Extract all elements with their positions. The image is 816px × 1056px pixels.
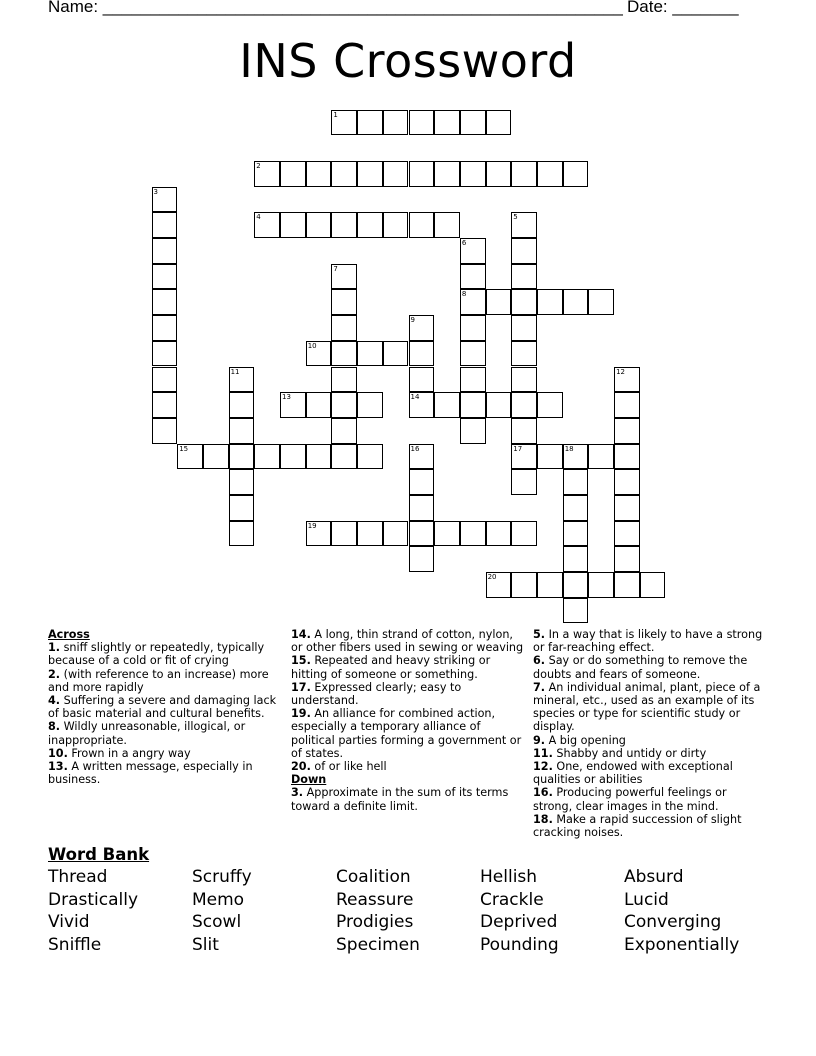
clue: [291, 681, 527, 707]
clue-number: 17.: [291, 680, 311, 694]
grid-cell[interactable]: [434, 161, 460, 187]
clue: [291, 786, 527, 812]
grid-cell[interactable]: [357, 521, 383, 547]
clue-number: 14: [410, 393, 420, 402]
grid-cell[interactable]: [383, 161, 409, 187]
word-bank-word: Pounding: [480, 935, 559, 955]
clue: [291, 654, 527, 680]
clue-text: Wildly unreasonable, illogical, or inappropriate.: [48, 720, 246, 747]
clue: [533, 813, 769, 839]
grid-cell[interactable]: [409, 495, 435, 521]
clue-number: 2: [256, 161, 261, 170]
grid-cell[interactable]: [357, 341, 383, 367]
clue-number: 15: [179, 444, 189, 453]
word-bank-word: Slit: [192, 935, 219, 955]
grid-cell[interactable]: [460, 521, 486, 547]
grid-cell[interactable]: [537, 161, 563, 187]
clue-number: 16: [410, 444, 420, 453]
grid-cell[interactable]: [331, 392, 357, 418]
clue-number: 18.: [533, 812, 553, 826]
grid-cell[interactable]: [563, 495, 589, 521]
grid-cell[interactable]: [331, 110, 357, 136]
clue-text: Suffering a severe and damaging lack of basic material and cultural benefits.: [48, 694, 277, 721]
word-bank-word: Reassure: [336, 890, 414, 910]
word-bank-word: Coalition: [336, 867, 411, 887]
grid-cell[interactable]: [152, 187, 178, 213]
clue: [533, 760, 769, 786]
grid-cell[interactable]: [434, 521, 460, 547]
word-bank-word: Hellish: [480, 867, 538, 887]
clue: [291, 628, 527, 654]
grid-cell[interactable]: [588, 444, 614, 470]
grid-cell[interactable]: [331, 289, 357, 315]
grid-cell[interactable]: [229, 495, 255, 521]
grid-cell[interactable]: [460, 110, 486, 136]
grid-cell[interactable]: [511, 315, 537, 341]
word-bank-word: Lucid: [624, 890, 669, 910]
grid-cell[interactable]: [152, 315, 178, 341]
grid-cell[interactable]: [486, 161, 512, 187]
word-bank-word: Memo: [192, 890, 245, 910]
clue-number: 11: [230, 367, 240, 376]
grid-cell[interactable]: [511, 238, 537, 264]
clue: [48, 760, 278, 786]
clue: [533, 734, 769, 747]
grid-cell[interactable]: [614, 469, 640, 495]
word-bank-word: Prodigies: [336, 912, 414, 932]
grid-cell[interactable]: [511, 289, 537, 315]
clue-text: Repeated and heavy striking or hitting of someone or something.: [291, 654, 491, 681]
grid-cell[interactable]: [306, 341, 332, 367]
grid-cell[interactable]: [280, 212, 306, 238]
grid-cell[interactable]: [357, 212, 383, 238]
grid-cell[interactable]: [152, 212, 178, 238]
grid-cell[interactable]: [511, 444, 537, 470]
grid-cell[interactable]: [537, 289, 563, 315]
grid-cell[interactable]: [306, 392, 332, 418]
clue-number: 19: [307, 521, 317, 530]
clue: [48, 720, 278, 746]
grid-cell[interactable]: [409, 341, 435, 367]
clue-text: An individual animal, plant, piece of a mineral, etc., used as an example of its species or type for scientific study or display.: [533, 680, 761, 734]
word-bank-word: Vivid: [48, 912, 90, 932]
grid-cell[interactable]: [511, 521, 537, 547]
clue-number: 6.: [533, 654, 546, 668]
word-bank-word: Drastically: [48, 890, 139, 910]
grid-cell[interactable]: [460, 392, 486, 418]
grid-cell[interactable]: [614, 546, 640, 572]
clue: [48, 747, 278, 760]
clue-number: 10.: [48, 746, 68, 760]
clue-number: 7: [333, 264, 338, 273]
clue: [533, 681, 769, 734]
clue-number: 20.: [291, 760, 311, 774]
grid-cell[interactable]: [614, 418, 640, 444]
clue-number: 11.: [533, 746, 553, 760]
grid-cell[interactable]: [434, 392, 460, 418]
grid-cell[interactable]: [460, 315, 486, 341]
clue-number: 1: [333, 110, 338, 119]
clue-text: In a way that is likely to have a strong or far-reaching effect.: [533, 628, 763, 655]
grid-cell[interactable]: [331, 212, 357, 238]
clue-number: 17: [513, 444, 523, 453]
grid-cell[interactable]: [409, 110, 435, 136]
grid-cell[interactable]: [511, 341, 537, 367]
clue-number: 9.: [533, 733, 546, 747]
clue: [533, 786, 769, 812]
grid-cell[interactable]: [152, 341, 178, 367]
grid-cell[interactable]: [588, 572, 614, 598]
grid-cell[interactable]: [409, 212, 435, 238]
clue-text: Shabby and untidy or dirty: [552, 746, 707, 760]
grid-cell[interactable]: [511, 469, 537, 495]
word-bank-word: Specimen: [336, 935, 420, 955]
clue-text: Producing powerful feelings or strong, clear images in the mind.: [533, 786, 727, 813]
clue-text: An alliance for combined action, especially a temporary alliance of political parties forming a government or of states.: [291, 707, 522, 760]
clue-text: sniff slightly or repeatedly, typically because of a cold or fit of crying: [48, 641, 265, 668]
clue: [533, 747, 769, 760]
clue-number: 12: [616, 367, 626, 376]
clue-text: A written message, especially in business.: [48, 760, 253, 787]
clue-text: A big opening: [545, 733, 626, 747]
grid-cell[interactable]: [434, 110, 460, 136]
grid-cell[interactable]: [229, 521, 255, 547]
word-bank-title: Word Bank: [48, 845, 150, 864]
grid-cell[interactable]: [511, 161, 537, 187]
grid-cell[interactable]: [434, 212, 460, 238]
clue-text: Make a rapid succession of slight cracking noises.: [533, 812, 742, 840]
grid-cell[interactable]: [357, 444, 383, 470]
clue: [533, 654, 769, 680]
grid-cell[interactable]: [357, 392, 383, 418]
clue-number: 1.: [48, 641, 61, 655]
grid-cell[interactable]: [280, 392, 306, 418]
word-bank-word: Absurd: [624, 867, 684, 887]
word-bank-word: Deprived: [480, 912, 558, 932]
grid-cell[interactable]: [614, 392, 640, 418]
grid-cell[interactable]: [614, 521, 640, 547]
grid-cell[interactable]: [229, 392, 255, 418]
clue-number: 19.: [291, 707, 311, 721]
grid-cell[interactable]: [460, 341, 486, 367]
clue-number: 8: [461, 290, 467, 299]
word-bank-word: Scruffy: [192, 867, 252, 887]
grid-cell[interactable]: [306, 161, 332, 187]
word-bank-word: Thread: [48, 867, 108, 887]
word-bank-word: Converging: [624, 912, 722, 932]
clues-column-3: [533, 628, 769, 839]
grid-cell[interactable]: [331, 367, 357, 393]
clue-text: Say or do something to remove the doubts and fears of someone.: [533, 654, 748, 681]
word-bank-word: Sniffle: [48, 935, 102, 955]
grid-cell[interactable]: [537, 392, 563, 418]
grid-cell[interactable]: [640, 572, 666, 598]
grid-cell[interactable]: [409, 315, 435, 341]
clue-number: 9: [410, 316, 415, 325]
clue-number: 13: [282, 393, 291, 402]
clue-text: Expressed clearly; easy to understand.: [291, 680, 462, 708]
grid-cell[interactable]: [254, 444, 280, 470]
grid-cell[interactable]: [460, 238, 486, 264]
grid-cell[interactable]: [357, 161, 383, 187]
grid-cell[interactable]: [383, 212, 409, 238]
grid-cell[interactable]: [152, 367, 178, 393]
clue-number: 10: [307, 341, 317, 350]
clue-number: 2.: [48, 667, 61, 681]
grid-cell[interactable]: [331, 418, 357, 444]
grid-cell[interactable]: [152, 392, 178, 418]
grid-cell[interactable]: [563, 161, 589, 187]
clue-section-heading: Down: [291, 773, 327, 787]
grid-cell[interactable]: [331, 444, 357, 470]
grid-cell[interactable]: [409, 392, 435, 418]
grid-cell[interactable]: [331, 315, 357, 341]
clue-number: 3.: [291, 786, 304, 800]
clue-text: (with reference to an increase) more and more rapidly: [48, 667, 269, 694]
clues-column-1: [48, 628, 278, 786]
grid-cell[interactable]: [486, 572, 512, 598]
grid-cell[interactable]: [229, 469, 255, 495]
clue-number: 15.: [291, 654, 311, 668]
clue-section-heading: Across: [48, 628, 90, 641]
grid-cell[interactable]: [563, 598, 589, 624]
clue-number: 12.: [533, 760, 553, 774]
grid-cell[interactable]: [614, 367, 640, 393]
clue: [291, 760, 527, 773]
grid-cell[interactable]: [614, 444, 640, 470]
clue-number: 5.: [533, 628, 546, 641]
grid-cell[interactable]: [409, 521, 435, 547]
grid-cell[interactable]: [331, 264, 357, 290]
clue: [48, 694, 278, 720]
grid-cell[interactable]: [563, 572, 589, 598]
clue-text: Frown in a angry way: [67, 746, 191, 760]
grid-cell[interactable]: [511, 367, 537, 393]
grid-cell[interactable]: [537, 572, 563, 598]
grid-cell[interactable]: [486, 521, 512, 547]
grid-cell[interactable]: [280, 444, 306, 470]
clue-number: 3: [153, 187, 158, 196]
grid-cell[interactable]: [357, 110, 383, 136]
grid-cell[interactable]: [280, 161, 306, 187]
grid-cell[interactable]: [563, 289, 589, 315]
grid-cell[interactable]: [511, 418, 537, 444]
grid-cell[interactable]: [331, 161, 357, 187]
clue-number: 4: [256, 213, 261, 222]
grid-cell[interactable]: [409, 444, 435, 470]
grid-cell[interactable]: [203, 444, 229, 470]
grid-cell[interactable]: [588, 289, 614, 315]
grid-cell[interactable]: [460, 367, 486, 393]
grid-cell[interactable]: [486, 392, 512, 418]
clue-number: 14.: [291, 628, 311, 641]
clues-column-2: [291, 628, 527, 813]
grid-cell[interactable]: [511, 572, 537, 598]
grid-cell[interactable]: [152, 418, 178, 444]
grid-cell[interactable]: [460, 418, 486, 444]
grid-cell[interactable]: [460, 161, 486, 187]
grid-cell[interactable]: [563, 521, 589, 547]
date-line: Date: _______: [627, 0, 739, 16]
grid-cell[interactable]: [152, 264, 178, 290]
grid-cell[interactable]: [229, 418, 255, 444]
grid-cell[interactable]: [486, 289, 512, 315]
grid-cell[interactable]: [331, 341, 357, 367]
grid-cell[interactable]: [511, 264, 537, 290]
clue-number: 6: [461, 239, 467, 247]
clue-number: 18: [564, 444, 574, 453]
grid-cell[interactable]: [409, 469, 435, 495]
clue-number: 8.: [48, 720, 61, 734]
clue-number: 7.: [533, 680, 546, 694]
grid-cell[interactable]: [306, 212, 332, 238]
name-line: Name: _______________________________________________________: [48, 0, 623, 16]
grid-cell[interactable]: [409, 161, 435, 187]
clue: [48, 641, 278, 667]
grid-cell[interactable]: [254, 212, 280, 238]
clue: [533, 628, 769, 654]
clue-text: of or like hell: [310, 760, 387, 774]
clue-number: 4.: [48, 694, 61, 708]
grid-cell[interactable]: [383, 341, 409, 367]
grid-cell[interactable]: [563, 469, 589, 495]
grid-cell[interactable]: [306, 444, 332, 470]
grid-cell[interactable]: [254, 161, 280, 187]
clue-text: A long, thin strand of cotton, nylon, or other fibers used in sewing or weaving: [291, 628, 524, 655]
grid-cell[interactable]: [460, 264, 486, 290]
grid-cell[interactable]: [511, 212, 537, 238]
clue-number: 16.: [533, 786, 553, 800]
grid-cell[interactable]: [177, 444, 203, 470]
clue: [291, 707, 527, 760]
grid-cell[interactable]: [229, 444, 255, 470]
grid-cell[interactable]: [409, 367, 435, 393]
word-bank-word: Crackle: [480, 890, 544, 910]
clue: [48, 668, 278, 694]
clue-text: One, endowed with exceptional qualities or abilities: [533, 760, 733, 787]
grid-cell[interactable]: [614, 572, 640, 598]
grid-cell[interactable]: [152, 238, 178, 264]
grid-cell[interactable]: [614, 495, 640, 521]
grid-cell[interactable]: [537, 444, 563, 470]
word-bank-word: Scowl: [192, 912, 242, 932]
clue-number: 20: [487, 573, 497, 582]
grid-cell[interactable]: [331, 521, 357, 547]
grid-cell[interactable]: [563, 444, 589, 470]
grid-cell[interactable]: [460, 289, 486, 315]
word-bank-word: Exponentially: [624, 935, 740, 955]
clue-number: 13.: [48, 760, 68, 774]
page-title: INS Crossword: [239, 34, 577, 88]
clue-number: 5: [513, 213, 518, 222]
grid-cell[interactable]: [563, 546, 589, 572]
grid-cell[interactable]: [152, 289, 178, 315]
clue-text: Approximate in the sum of its terms toward a definite limit.: [291, 786, 509, 813]
grid-cell[interactable]: [383, 110, 409, 136]
grid-cell[interactable]: [229, 367, 255, 393]
grid-cell[interactable]: [409, 546, 435, 572]
grid-cell[interactable]: [511, 392, 537, 418]
grid-cell[interactable]: [306, 521, 332, 547]
grid-cell[interactable]: [383, 521, 409, 547]
grid-cell[interactable]: [486, 110, 512, 136]
